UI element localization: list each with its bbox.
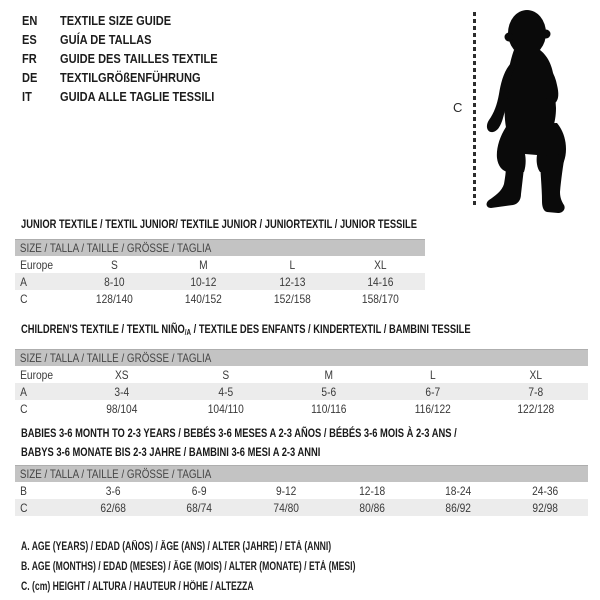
size-cell: 6-7 (425, 384, 440, 399)
size-cell: 158/170 (362, 291, 400, 306)
language-code: ES (22, 32, 37, 47)
table-title (15, 424, 588, 462)
language-row (22, 30, 245, 49)
size-header-bar (15, 465, 588, 482)
table-junior-textile (15, 215, 425, 307)
table-title (15, 215, 425, 234)
row-label: Europe (20, 367, 53, 382)
size-cell: 6-9 (192, 483, 207, 498)
table-title (15, 320, 588, 342)
language-code: EN (22, 13, 38, 28)
size-header-label: SIZE / TALLA / TAILLE / GRÖSSE / TAGLIA (19, 241, 212, 255)
table-row (15, 482, 588, 499)
language-label: GUÍA DE TALLAS (60, 32, 152, 47)
row-label: B (20, 483, 27, 498)
size-cell: 62/68 (100, 500, 126, 515)
size-cell: 3-4 (114, 384, 130, 399)
language-code: IT (22, 89, 32, 104)
size-cell: 122/128 (517, 401, 555, 416)
table-row (15, 366, 588, 383)
language-label: GUIDE DES TAILLES TEXTILE (60, 51, 218, 66)
table-row (15, 499, 588, 516)
figure-measure-label: C (453, 100, 463, 115)
table-rows (15, 366, 588, 417)
language-row (22, 11, 245, 30)
table-row (15, 290, 425, 307)
size-cell: 140/152 (184, 291, 222, 306)
language-list (22, 11, 245, 106)
table-babies-textile (15, 424, 588, 516)
size-cell: 110/116 (311, 401, 347, 416)
title-text: / TEXTILE DES ENFANTS / KINDERTEXTIL / BAMBINI TESSILE (191, 322, 471, 336)
title-text: BABIES 3-6 MONTH TO 2-3 YEARS / BEBÉS 3-6 MESES A 2-3 AÑOS / BÉBÉS 3-6 MOIS À 2-3 ANS / (21, 426, 457, 440)
title-text: BABYS 3-6 MONATE BIS 2-3 JAHRE / BAMBINI 3-6 MESI A 2-3 ANNI (21, 445, 321, 459)
table-title-line (21, 320, 471, 342)
row-label: Europe (20, 257, 53, 272)
size-cell: 3-6 (105, 483, 121, 498)
table-rows (15, 482, 588, 516)
footnotes (21, 537, 467, 597)
size-cell: 86/92 (445, 500, 472, 515)
size-cell: 98/104 (106, 401, 138, 416)
row-label: A (20, 384, 27, 399)
table-rows (15, 256, 425, 307)
language-label: TEXTILE SIZE GUIDE (60, 13, 172, 28)
size-cell: 14-16 (367, 274, 394, 289)
baby-silhouette-icon (478, 8, 583, 218)
row-label: C (20, 500, 28, 515)
size-cell: 5-6 (321, 384, 337, 399)
size-cell: XL (529, 367, 543, 382)
size-cell: 74/80 (273, 500, 299, 515)
table-row (15, 400, 588, 417)
table-title-line (21, 215, 417, 234)
size-cell: 12-13 (278, 274, 305, 289)
size-cell: 152/158 (273, 291, 311, 306)
language-label: GUIDA ALLE TAGLIE TESSILI (60, 89, 215, 104)
language-row (22, 68, 245, 87)
baby-figure (440, 0, 600, 232)
table-row (15, 273, 425, 290)
size-cell: M (324, 367, 334, 382)
size-cell: 104/110 (207, 401, 244, 416)
table-title-line (21, 443, 463, 462)
size-cell: S (110, 257, 118, 272)
table-childrens-textile (15, 320, 588, 417)
size-cell: 9-12 (275, 483, 297, 498)
size-cell: XL (374, 257, 387, 272)
height-measure-dotted-line (473, 12, 476, 208)
size-cell: 7-8 (528, 384, 544, 399)
size-cell: M (198, 257, 208, 272)
title-subscript: /A (184, 328, 192, 337)
size-cell: S (221, 367, 229, 382)
size-cell: 128/140 (95, 291, 133, 306)
row-label: C (20, 291, 28, 306)
size-cell: L (289, 257, 295, 272)
footnote-line: A. AGE (YEARS) / EDAD (AÑOS) / ÂGE (ANS) / ALTER (JAHRE) / ETÀ (ANNI) (21, 541, 332, 553)
row-label: A (20, 274, 27, 289)
language-code: DE (22, 70, 38, 85)
table-row (15, 256, 425, 273)
footnote-line: B. AGE (MONTHS) / EDAD (MESES) / ÂGE (MOIS) / ALTER (MONATE) / ETÀ (MESI) (21, 561, 356, 573)
language-label: TEXTILGRÖßENFÜHRUNG (60, 70, 201, 85)
size-cell: 8-10 (104, 274, 125, 289)
size-header-bar (15, 239, 425, 256)
size-cell: 68/74 (186, 500, 213, 515)
title-text: CHILDREN'S TEXTILE / TEXTIL NIÑO (21, 322, 185, 336)
size-cell: XS (114, 367, 129, 382)
size-cell: L (429, 367, 436, 382)
language-code: FR (22, 51, 37, 66)
size-cell: 18-24 (445, 483, 472, 498)
language-row (22, 87, 245, 106)
footnote-line: C. (cm) HEIGHT / ALTURA / HAUTEUR / HÖHE / ALTEZZA (21, 581, 254, 593)
size-cell: 80/86 (359, 500, 385, 515)
language-row (22, 49, 245, 68)
size-cell: 116/122 (414, 401, 451, 416)
size-cell: 10-12 (190, 274, 217, 289)
size-header-label: SIZE / TALLA / TAILLE / GRÖSSE / TAGLIA (19, 351, 212, 365)
row-label: C (20, 401, 28, 416)
size-cell: 12-18 (359, 483, 386, 498)
size-header-label: SIZE / TALLA / TAILLE / GRÖSSE / TAGLIA (19, 467, 212, 481)
size-cell: 4-5 (218, 384, 233, 399)
size-cell: 24-36 (531, 483, 558, 498)
size-header-bar (15, 349, 588, 366)
table-title-line (21, 424, 463, 443)
size-cell: 92/98 (532, 500, 558, 515)
table-row (15, 383, 588, 400)
title-text: JUNIOR TEXTILE / TEXTIL JUNIOR/ TEXTILE JUNIOR / JUNIORTEXTIL / JUNIOR TESSILE (21, 217, 417, 231)
